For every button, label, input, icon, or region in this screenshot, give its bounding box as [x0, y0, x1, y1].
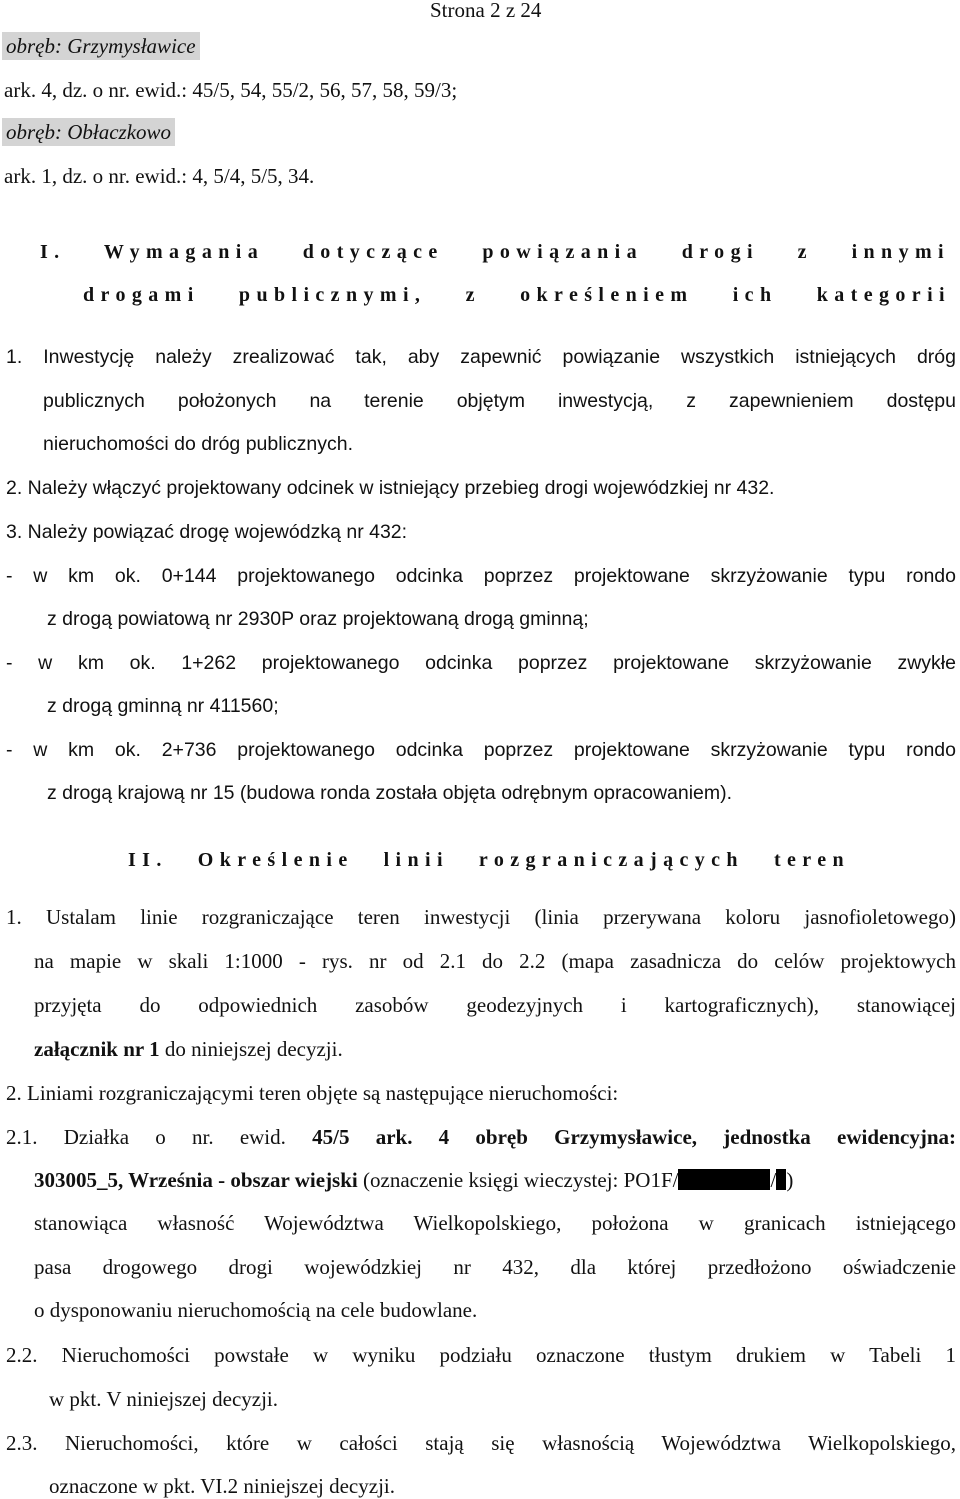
s2-point-2-1-line-1	[6, 1124, 956, 1150]
registry-unit-bold: 303005_5, Września - obszar wiejski	[34, 1168, 358, 1192]
section-2-heading: II. Określenie linii rozgraniczających teren	[128, 849, 850, 871]
land-register-slash: /	[770, 1168, 777, 1192]
redaction-block	[776, 1169, 786, 1190]
s2-point-1-line-4-text: do niniejszej decyzji.	[159, 1037, 343, 1061]
bullet-1-line-2: z drogą powiatową nr 2930P oraz projektowaną drogą gminną;	[47, 608, 589, 630]
parcel-list-2: ark. 1, dz. o nr. ewid.: 4, 5/4, 5/5, 34.	[4, 164, 315, 188]
page-number: Strona 2 z 24	[430, 0, 542, 22]
obreb-grzymyslawice: obręb: Grzymysławice	[2, 32, 200, 60]
point-1-line-1: 1. Inwestycję należy zrealizować tak, aby zapewnić powiązanie wszystkich istniejących dróg	[6, 346, 956, 368]
section-1-heading-line-2: drogami publicznymi, z określeniem ich kategorii	[83, 284, 951, 306]
land-register-text: (oznaczenie księgi wieczystej: PO1F/	[357, 1168, 679, 1192]
parcel-list-1: ark. 4, dz. o nr. ewid.: 45/5, 54, 55/2, 56, 57, 58, 59/3;	[4, 78, 458, 102]
attachment-reference: załącznik nr 1	[34, 1037, 160, 1061]
s2-point-1-line-4	[34, 1036, 343, 1062]
s2-point-2-1-line-5: o dysponowaniu nieruchomością na cele budowlane.	[34, 1298, 478, 1322]
s2-point-1-line-3: przyjęta do odpowiednich zasobów geodezyjnych i kartograficznych), stanowiącej	[34, 993, 956, 1017]
point-3: 3. Należy powiązać drogę wojewódzką nr 432:	[6, 521, 408, 543]
point-1-line-3: nieruchomości do dróg publicznych.	[43, 433, 354, 455]
parcel-label: 2.1. Działka o nr. ewid.	[6, 1125, 286, 1149]
s2-point-2-3-line-2: oznaczone w pkt. VI.2 niniejszej decyzji.	[49, 1474, 395, 1498]
bullet-3-line-1: - w km ok. 2+736 projektowanego odcinka poprzez projektowane skrzyżowanie typu rondo	[6, 739, 956, 761]
s2-point-2-2-line-2: w pkt. V niniejszej decyzji.	[49, 1387, 279, 1411]
land-register-close: )	[786, 1168, 794, 1192]
s2-point-2: 2. Liniami rozgraniczającymi teren objęte są następujące nieruchomości:	[6, 1081, 619, 1105]
redaction-block	[678, 1169, 770, 1190]
point-1-line-2: publicznych położonych na terenie objętym inwestycją, z zapewnieniem dostępu	[43, 390, 956, 412]
section-1-heading-line-1: I. Wymagania dotyczące powiązania drogi z innymi	[40, 241, 950, 263]
bullet-2-line-2: z drogą gminną nr 411560;	[47, 695, 279, 717]
s2-point-1-line-1: 1. Ustalam linie rozgraniczające teren inwestycji (linia przerywana koloru jasnofioletowego)	[6, 905, 956, 929]
s2-point-2-1-line-4: pasa drogowego drogi wojewódzkiej nr 432, dla której przedłożono oświadczenie	[34, 1255, 956, 1279]
bullet-1-line-1: - w km ok. 0+144 projektowanego odcinka poprzez projektowane skrzyżowanie typu rondo	[6, 565, 956, 587]
obreb-oblaczkowo: obręb: Obłaczkowo	[2, 118, 175, 146]
point-2: 2. Należy włączyć projektowany odcinek w istniejący przebieg drogi wojewódzkiej nr 432.	[6, 477, 775, 499]
s2-point-2-2-line-1: 2.2. Nieruchomości powstałe w wyniku podziału oznaczone tłustym drukiem w Tabeli 1	[6, 1343, 956, 1367]
s2-point-1-line-2: na mapie w skali 1:1000 - rys. nr od 2.1 do 2.2 (mapa zasadnicza do celów projektowych	[34, 949, 956, 973]
bullet-2-line-1: - w km ok. 1+262 projektowanego odcinka poprzez projektowane skrzyżowanie zwykłe	[6, 652, 956, 674]
bullet-3-line-2: z drogą krajową nr 15 (budowa ronda została objęta odrębnym opracowaniem).	[47, 782, 733, 804]
s2-point-2-3-line-1: 2.3. Nieruchomości, które w całości stają się własnością Województwa Wielkopolskiego,	[6, 1431, 956, 1455]
s2-point-2-1-line-3: stanowiąca własność Województwa Wielkopolskiego, położona w granicach istniejącego	[34, 1211, 956, 1235]
parcel-id-bold: 45/5 ark. 4 obręb Grzymysławice, jednostka ewidencyjna:	[285, 1125, 956, 1149]
s2-point-2-1-line-2	[34, 1167, 793, 1193]
